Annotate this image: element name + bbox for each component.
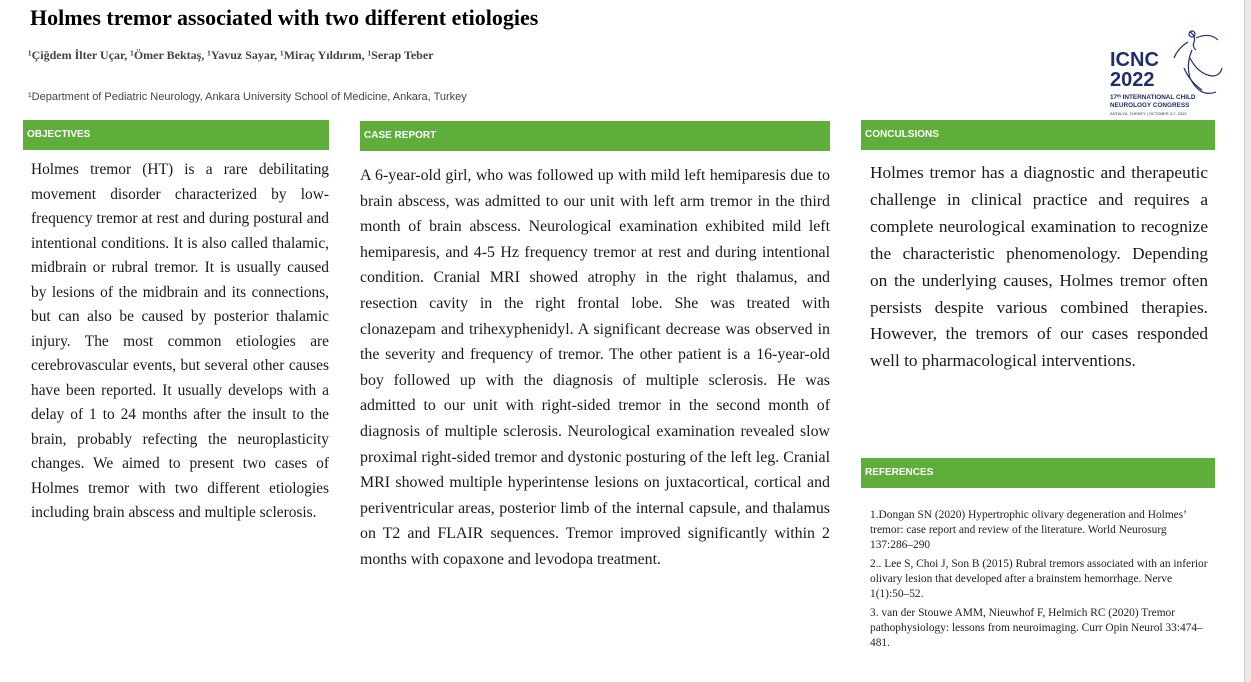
objectives-text: Holmes tremor (HT) is a rare debilitating movement disorder characterized by low-frequency tremor at rest and during postural and intentional conditions. It is also called thalamic, midbrain or rubral tremor. It is usually caused by lesions of the midbrain and its connections, but can also be caused by posterior thalamic injury. The most common etiologies are cerebrovascular events, but several other causes have been reported. It usually develops with a delay of 1 to 24 months after the insult to the brain, probably refecting the neuroplasticity changes. We aimed to present two cases of Holmes tremor with two different etiologies including brain abscess and multiple sclerosis. (31, 161, 329, 521)
affiliation: ¹Department of Pediatric Neurology, Ankara University School of Medicine, Ankara, Turkey (28, 91, 467, 103)
logo-location-date: ANTALYA, TURKEY | OCTOBER 3-7, 2022 (1110, 111, 1187, 116)
reference-item: 2.. Lee S, Choi J, Son B (2015) Rubral tremors associated with an inferior olivary lesion that developed after a brainstem hemorrhage. Nerve 1(1):50–52. (870, 558, 1208, 600)
conclusions-heading: CONCULSIONS (861, 120, 1215, 150)
poster-title: Holmes tremor associated with two different etiologies (30, 5, 539, 30)
references-heading: REFERENCES (861, 458, 1215, 488)
window-edge (1244, 0, 1251, 682)
reference-item: 3. van der Stouwe AMM, Nieuwhof F, Helmich RC (2020) Tremor pathophysiology: lessons from neuroimaging. Curr Opin Neurol 33:474–481. (870, 607, 1203, 649)
conclusions-text: Holmes tremor has a diagnostic and therapeutic challenge in clinical practice and requires a complete neurological examination to recognize the characteristic phenomenology. Depending on the underlying causes, Holmes tremor often persists despite various combined therapies. However, the tremors of our cases responded well to pharmacological interventions. (870, 163, 1208, 371)
case-report-text: A 6-year-old girl, who was followed up with mild left hemiparesis due to brain abscess, was admitted to our unit with left arm tremor in the third month of brain abscess. Neurological examination exhibited mild left hemiparesis, and 4-5 Hz frequency tremor at rest and during intentional condition. Cranial MRI showed atrophy in the right thalamus, and resection cavity in the right frontal lobe. She was treated with clonazepam and trihexyphenidyl. A significant decrease was observed in the severity and frequency of tremor. The other patient is a 16-year-old boy followed up with the diagnosis of multiple sclerosis. He was admitted to our unit with right-sided tremor in the second month of diagnosis of multiple sclerosis. Neurological examination revealed slow proximal right-sided tremor and dystonic posturing of the left leg. Cranial MRI showed multiple hyperintense lesions on juxtacortical, cortical and periventricular areas, posterior limb of the internal capsule, and thalamus on T2 and FLAIR sequences. Tremor improved significantly within 2 months with copaxone and levodopa treatment. (360, 167, 830, 568)
congress-logo (1108, 28, 1226, 120)
logo-congress-line2: NEUROLOGY CONGRESS (1110, 102, 1190, 109)
logo-year: 2022 (1110, 69, 1155, 91)
author-list: ¹Çiğdem İlter Uçar, ¹Ömer Bektaş, ¹Yavuz Sayar, ¹Miraç Yıldırım, ¹Serap Teber (28, 48, 434, 62)
references-list (870, 508, 1208, 655)
objectives-heading: OBJECTIVES (23, 120, 329, 150)
case-report-heading: CASE REPORT (360, 121, 830, 151)
logo-congress-line1: 17ᵗʰ INTERNATIONAL CHILD (1110, 94, 1196, 101)
reference-item: 1.Dongan SN (2020) Hypertrophic olivary degeneration and Holmes’ tremor: case report and review of the literature. World Neurosurg 137:286–290 (870, 509, 1187, 551)
logo-acronym: ICNC (1110, 49, 1159, 71)
